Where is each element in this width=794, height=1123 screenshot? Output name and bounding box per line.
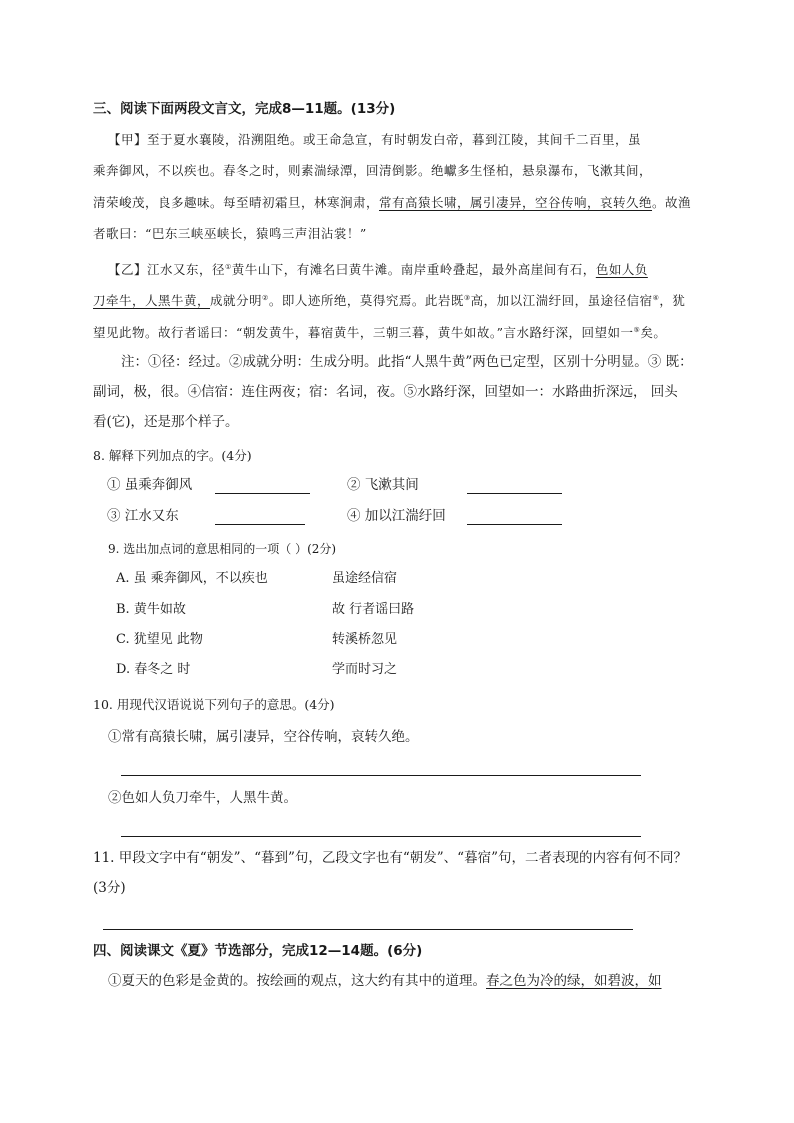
q10-sentence-2: ②色如人负刀牵牛，人黑牛黄。 (108, 790, 297, 806)
section3-title: 三、阅读下面两段文言文，完成8—11题。(13分) (93, 101, 396, 117)
underlined-sentence-2b: 刀牵牛，人黑牛黄， (93, 293, 211, 309)
passage-jia-line4: 者歌曰：“巴东三峡巫峡长，猿鸣三声泪沾裳！” (93, 226, 367, 241)
q8-answer-blank-3[interactable] (215, 523, 305, 525)
footnote-mark-2: ② (262, 294, 269, 302)
q8-answer-blank-2[interactable] (467, 492, 562, 494)
passage-yi-line3-text: 望见此物。故行者谣曰：“朝发黄牛，暮宿黄牛，三朝三暮，黄牛如故。”言水路纡深，回望如一 (93, 325, 634, 341)
section4-underlined-sentence: 春之色为冷的绿，如碧波，如 (486, 973, 662, 989)
q8-answer-blank-4[interactable] (467, 523, 562, 525)
passage-yi-line3 (93, 327, 666, 340)
q11-line2: (3分) (93, 880, 126, 896)
passage-yi-line2 (93, 295, 685, 308)
passage-jia-line1: 【甲】至于夏水襄陵，沿溯阻绝。或王命急宣，有时朝发白帝，暮到江陵，其间千二百里，虽 (108, 132, 642, 147)
q9-option-b-right: 故 行者谣曰路 (332, 602, 415, 617)
q10-stem: 10. 用现代汉语说说下列句子的意思。(4分) (93, 697, 335, 712)
underlined-sentence-1: 常有高猿长啸，属引凄异，空谷传响，哀转久绝 (379, 195, 653, 210)
q8-item-2: ② 飞漱其间 (347, 477, 419, 493)
q9-stem: 9. 选出加点词的意思相同的一项（ ）(2分) (108, 542, 337, 556)
passage-jia-line2: 乘奔御风，不以疾也。春冬之时，则素湍绿潭，回清倒影。绝巘多生怪柏，悬泉瀑布，飞漱其间， (93, 163, 653, 178)
q8-item-4: ④ 加以江湍纡回 (347, 508, 446, 524)
q8-item-3: ③ 江水又东 (107, 508, 179, 524)
q9-option-c-left: C. 犹望见 此物 (116, 632, 203, 647)
passage-yi-line1-text: 【乙】江水又东，径 (108, 262, 226, 278)
passage-yi-line2-mid: 。即人迹所绝，莫得究焉。此岩既 (268, 293, 464, 309)
underlined-sentence-2a: 色如人负 (595, 262, 648, 278)
q10-answer-blank-2[interactable] (121, 835, 641, 837)
notes-line2: 副词，极，很。④信宿：连住两夜；宿：名词，夜。⑤水路纡深，回望如一：水路曲折深远， 回头 (93, 384, 678, 400)
footnote-mark-1: ① (225, 263, 232, 271)
q9-option-d-right: 学而时习之 (332, 662, 398, 677)
q8-stem: 8. 解释下列加点的字。(4分) (93, 448, 252, 463)
q11-answer-blank[interactable] (103, 928, 633, 930)
notes-line1: 注：①径：经过。②成就分明：生成分明。此指“人黑牛黄”两色已定型，区别十分明显。③ 既： (121, 354, 693, 370)
footnote-mark-4: ④ (652, 294, 660, 302)
q10-sentence-1: ①常有高猿长啸，属引凄异，空谷传响，哀转久绝。 (108, 729, 419, 745)
q9-option-a-right: 虽途经信宿 (332, 571, 398, 586)
passage-yi-line3-tail: 矣。 (640, 325, 667, 341)
passage-yi-line2-tail: ，犹 (659, 293, 686, 309)
q8-item-1: ① 虽乘奔御风 (107, 477, 193, 493)
notes-line3: 看(它)，还是那个样子。 (93, 414, 239, 430)
q9-option-d-left: D. 春冬之 时 (116, 662, 191, 677)
section4-paragraph-1-text: ①夏天的色彩是金黄的。按绘画的观点，这大约有其中的道理。 (108, 973, 486, 989)
footnote-mark-5: ⑤ (633, 326, 641, 334)
passage-yi-line1-mid: 黄牛山下，有滩名曰黄牛滩。南岸重岭叠起，最外高崖间有石， (231, 262, 596, 278)
q10-answer-blank-1[interactable] (121, 774, 641, 776)
q9-option-a-left: A. 虽 乘奔御风，不以疾也 (116, 571, 268, 586)
q9-option-c-right: 转溪桥忽见 (332, 632, 398, 647)
footnote-mark-3: ③ (463, 294, 471, 302)
passage-jia-line3-text: 清荣峻茂，良多趣味。每至晴初霜旦，林寒涧肃， (93, 195, 380, 210)
passage-yi-line2-mid2: 高，加以江湍纡回，虽途径信宿 (470, 293, 653, 309)
passage-yi-line2-text: 成就分明 (210, 293, 263, 309)
section4-title: 四、阅读课文《夏》节选部分，完成12—14题。(6分) (93, 943, 423, 959)
section4-paragraph-1 (108, 975, 662, 989)
q8-answer-blank-1[interactable] (215, 492, 310, 494)
q11-line1: 11. 甲段文字中有“朝发”、“暮到”句，乙段文字也有“朝发”、“暮宿”句，二者表现的内容有何不同？ (93, 850, 687, 866)
passage-yi-line1 (108, 264, 648, 277)
q9-option-b-left: B. 黄牛如故 (116, 602, 186, 617)
passage-jia-line3 (93, 197, 691, 210)
passage-jia-line3-tail: 。故渔 (652, 195, 692, 210)
